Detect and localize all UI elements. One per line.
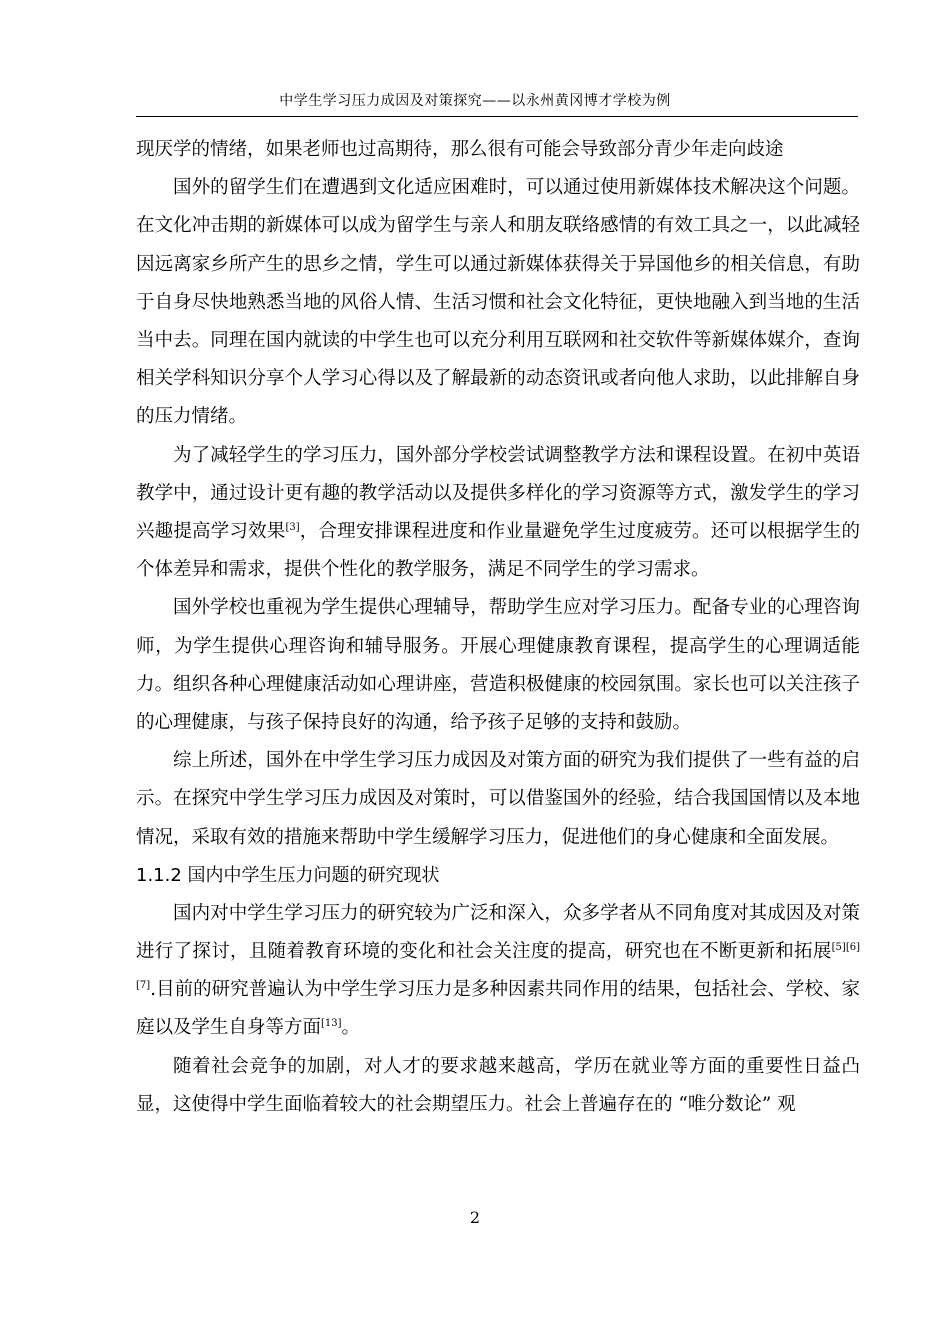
citation-ref: [13] — [321, 1018, 342, 1030]
running-header: 中学生学习压力成因及对策探究——以永州黄冈博才学校为例 — [279, 93, 671, 109]
header-divider — [136, 116, 858, 117]
paragraph-social-competition: 随着社会竞争的加剧，对人才的要求越来越高，学历在就业等方面的重要性日益凸显，这使得中学生面临着较大的社会期望压力。社会上普遍存在的 “唯分数论” 观 — [136, 1055, 860, 1115]
paragraph-counseling: 国外学校也重视为学生提供心理辅导，帮助学生应对学习压力。配备专业的心理咨询师，为学生提供心理咨询和辅导服务。开展心理健康教育课程，提高学生的心理调适能力。组织各种心理健康活动如心理讲座，营造积极健康的校园氛围。家长也可以关注孩子的心理健康，与孩子保持良好的沟通，给予孩子足够的支持和鼓励。 — [136, 597, 860, 734]
paragraph-text: 。 — [341, 1017, 361, 1039]
paragraph-domestic-research — [136, 895, 860, 1048]
paragraph-text: ，合理安排课程进度和作业量避免学生过度疲劳。还可以根据学生的个体差异和需求，提供个性化的教学服务，满足不同学生的学习需求。 — [136, 521, 860, 581]
paragraph-teaching-methods — [136, 437, 860, 590]
paragraph-text: .目前的研究普遍认为中学生学习压力是多种因素共同作用的结果，包括社会、学校、家庭以及学生自身等方面 — [136, 979, 860, 1039]
section-heading: 1.1.2 国内中学生压力问题的研究现状 — [136, 864, 440, 886]
body-text — [136, 131, 860, 1124]
paragraph-text: 为了减轻学生的学习压力，国外部分学校尝试调整教学方法和课程设置。在初中英语教学中，通过设计更有趣的教学活动以及提供多样化的学习资源等方式，激发学生的学习兴趣提高学习效果 — [136, 444, 860, 543]
citation-ref: [5][6][7] — [136, 942, 860, 992]
paragraph-new-media: 国外的留学生们在遭遇到文化适应困难时，可以通过使用新媒体技术解决这个问题。在文化冲击期的新媒体可以成为留学生与亲人和朋友联络感情的有效工具之一，以此减轻因远离家乡所产生的思乡之情，学生可以通过新媒体获得关于异国他乡的相关信息，有助于自身尽快地熟悉当地的风俗人情、生活习惯和社会文化特征，更快地融入到当地的生活当中去。同理在国内就读的中学生也可以充分利用互联网和社交软件等新媒体媒介，查询相关学科知识分享个人学习心得以及了解最新的动态资讯或者向他人求助，以此排解自身的压力情绪。 — [136, 177, 860, 428]
page-number: 2 — [469, 1208, 481, 1227]
citation-ref: [3] — [285, 522, 300, 534]
paragraph-text: 国内对中学生学习压力的研究较为广泛和深入，众多学者从不同角度对其成因及对策进行了探讨，且随着教育环境的变化和社会关注度的提高，研究也在不断更新和拓展 — [136, 902, 860, 963]
paragraph-summary: 综上所述，国外在中学生学习压力成因及对策方面的研究为我们提供了一些有益的启示。在探究中学生学习压力成因及对策时，可以借鉴国外的经验，结合我国国情以及本地情况，采取有效的措施来帮助中学生缓解学习压力，促进他们的身心健康和全面发展。 — [136, 750, 860, 848]
paragraph-continuation: 现厌学的情绪，如果老师也过高期待，那么很有可能会导致部分青少年走向歧途 — [136, 139, 784, 160]
